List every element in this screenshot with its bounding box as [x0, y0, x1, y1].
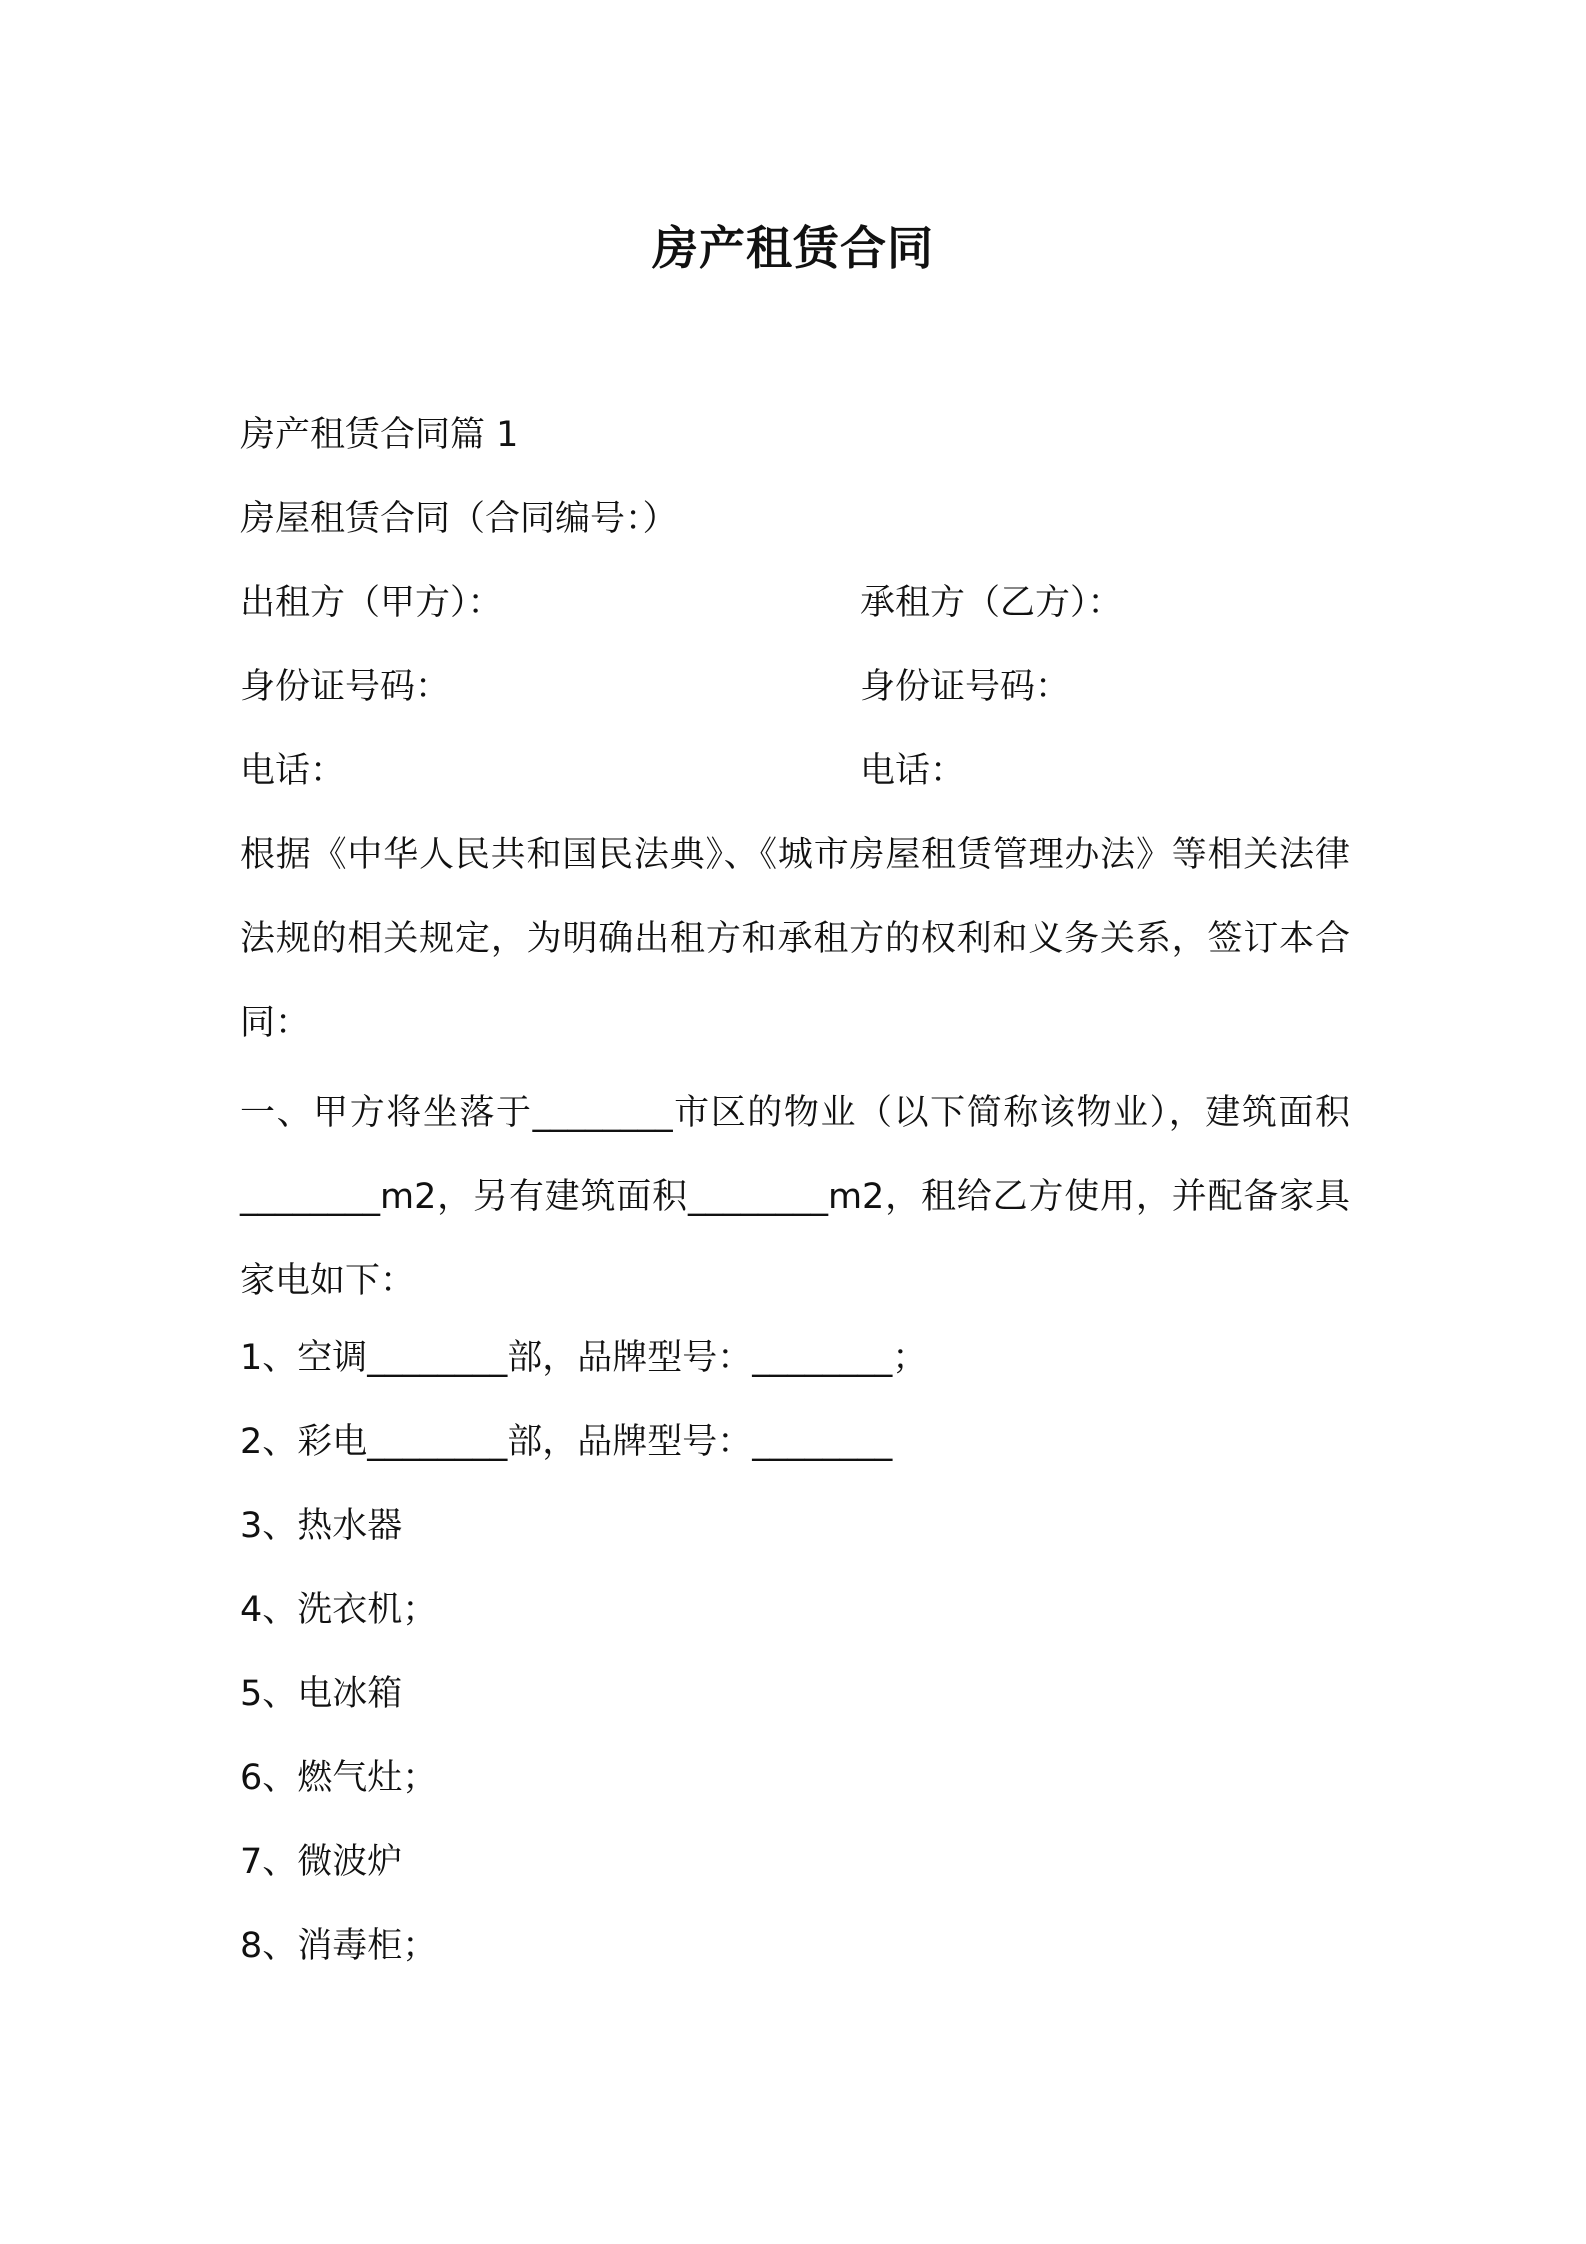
party-b-label: 承租方（乙方）： — [860, 583, 1123, 623]
section-heading: 房产租赁合同篇 1 — [240, 415, 519, 455]
party-b-phone-label: 电话： — [860, 751, 966, 791]
party-a-phone-label: 电话： — [240, 751, 346, 791]
item-washing-machine: 4、洗衣机； — [240, 1590, 438, 1630]
party-b-id-label: 身份证号码： — [860, 667, 1071, 707]
clause-1-paragraph: 一、甲方将坐落于________市区的物业（以下简称该物业），建筑面积________m2，另有建筑面积________m2，租给乙方使用，并配备家具家电如下： — [240, 1093, 1350, 1301]
preamble-paragraph: 根据《中华人民共和国民法典》、《城市房屋租赁管理办法》等相关法律法规的相关规定，为明确出租方和承租方的权利和义务关系，签订本合同： — [240, 835, 1350, 1043]
contract-header: 房屋租赁合同（合同编号：） — [240, 499, 678, 539]
item-water-heater: 3、热水器 — [240, 1506, 403, 1546]
document-title: 房产租赁合同 — [652, 221, 934, 275]
item-air-conditioner: 1、空调________部，品牌型号：________； — [240, 1338, 928, 1378]
item-disinfection-cabinet: 8、消毒柜； — [240, 1926, 438, 1966]
party-a-label: 出租方（甲方）： — [240, 583, 503, 623]
item-refrigerator: 5、电冰箱 — [240, 1674, 403, 1714]
party-a-id-label: 身份证号码： — [240, 667, 451, 707]
item-gas-stove: 6、燃气灶； — [240, 1758, 438, 1798]
item-microwave: 7、微波炉 — [240, 1842, 403, 1882]
item-tv: 2、彩电________部，品牌型号：________ — [240, 1422, 893, 1462]
